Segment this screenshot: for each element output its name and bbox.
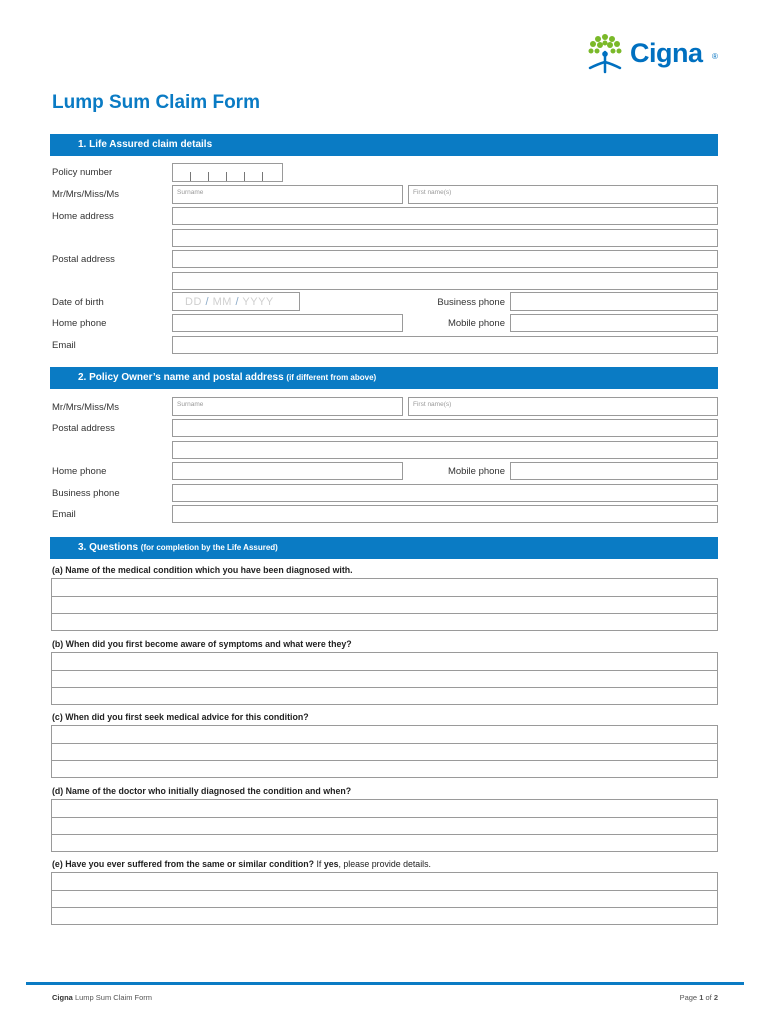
section-2-heading: 2. Policy Owner’s name and postal address — [78, 372, 284, 383]
postal-address-line-2[interactable] — [172, 272, 718, 290]
section-1-title: 1. Life Assured claim details — [78, 139, 213, 150]
answer-e[interactable] — [51, 872, 718, 925]
owner-mobile-phone-input[interactable] — [510, 462, 718, 480]
page-title: Lump Sum Claim Form — [52, 92, 260, 113]
dob-dd: DD — [185, 296, 202, 308]
brand-name: Cigna — [630, 38, 703, 68]
title-label: Mr/Mrs/Miss/Ms — [52, 189, 120, 200]
email-input[interactable] — [172, 336, 718, 354]
email-label: Email — [52, 340, 76, 351]
policy-number-input[interactable] — [172, 163, 283, 182]
owner-email-label: Email — [52, 509, 76, 520]
home-address-line-2[interactable] — [172, 229, 718, 247]
page-of: of — [705, 993, 712, 1002]
question-e — [52, 859, 431, 869]
first-name-placeholder: First name(s) — [413, 189, 452, 196]
question-e-rest: , please provide details. — [338, 859, 431, 869]
business-phone-label: Business phone — [437, 297, 505, 308]
question-d: (d) Name of the doctor who initially diagnosed the condition and when? — [52, 786, 352, 796]
postal-address-label: Postal address — [52, 254, 115, 265]
home-phone-input[interactable] — [172, 314, 403, 332]
section-3-header — [50, 537, 718, 559]
footer-brand: Cigna — [52, 993, 73, 1002]
section-3-note: (for completion by the Life Assured) — [140, 543, 278, 552]
section-2-note: (if different from above) — [286, 373, 377, 382]
owner-home-phone-label: Home phone — [52, 466, 107, 477]
owner-business-phone-input[interactable] — [172, 484, 718, 502]
dob-yyyy: YYYY — [242, 296, 274, 308]
home-address-label: Home address — [52, 211, 114, 222]
owner-surname-input[interactable] — [172, 397, 403, 416]
cigna-logo — [584, 32, 724, 78]
dob-separator: / — [205, 296, 210, 308]
dob-mm: MM — [212, 296, 232, 308]
policy-number-label: Policy number — [52, 167, 113, 178]
trademark: ® — [712, 52, 718, 61]
section-2-title — [78, 372, 376, 383]
owner-mobile-phone-label: Mobile phone — [447, 466, 505, 477]
owner-email-input[interactable] — [172, 505, 718, 523]
owner-postal-address-line-2[interactable] — [172, 441, 718, 459]
footer-left — [52, 993, 152, 1002]
section-2-header — [50, 367, 718, 389]
page-word: Page — [679, 993, 698, 1002]
answer-a[interactable] — [51, 578, 718, 631]
business-phone-input[interactable] — [510, 292, 718, 311]
answer-d[interactable] — [51, 799, 718, 852]
question-a: (a) Name of the medical condition which you have been diagnosed with. — [52, 565, 353, 575]
question-b: (b) When did you first become aware of symptoms and what were they? — [52, 639, 352, 649]
owner-title-label: Mr/Mrs/Miss/Ms — [52, 402, 120, 413]
section-1-header — [50, 134, 718, 156]
mobile-phone-label: Mobile phone — [447, 318, 505, 329]
dob-placeholder — [185, 296, 274, 308]
owner-home-phone-input[interactable] — [172, 462, 403, 480]
surname-input[interactable] — [172, 185, 403, 204]
mobile-phone-input[interactable] — [510, 314, 718, 332]
owner-postal-address-label: Postal address — [52, 423, 115, 434]
page-indicator — [640, 993, 718, 1002]
home-phone-label: Home phone — [52, 318, 107, 329]
page-current: 1 — [699, 993, 704, 1002]
footer-doc-name: Lump Sum Claim Form — [74, 993, 153, 1002]
home-address-line-1[interactable] — [172, 207, 718, 225]
owner-first-name-placeholder: First name(s) — [413, 401, 452, 408]
section-3-title — [78, 542, 278, 553]
question-e-if: If — [316, 859, 322, 869]
page-total: 2 — [713, 993, 718, 1002]
owner-surname-placeholder: Surname — [177, 401, 204, 408]
owner-business-phone-label: Business phone — [52, 488, 120, 499]
question-c: (c) When did you first seek medical advice for this condition? — [52, 712, 309, 722]
answer-c[interactable] — [51, 725, 718, 778]
surname-placeholder: Surname — [177, 189, 204, 196]
tree-of-life-icon — [584, 32, 626, 78]
footer-rule — [26, 982, 744, 985]
owner-postal-address-line-1[interactable] — [172, 419, 718, 437]
question-e-text: (e) Have you ever suffered from the same or similar condition? — [52, 859, 315, 869]
question-e-yes: yes — [323, 859, 339, 869]
dob-separator: / — [235, 296, 240, 308]
first-name-input[interactable] — [408, 185, 718, 204]
dob-label: Date of birth — [52, 297, 104, 308]
owner-first-name-input[interactable] — [408, 397, 718, 416]
postal-address-line-1[interactable] — [172, 250, 718, 268]
answer-b[interactable] — [51, 652, 718, 705]
section-3-heading: 3. Questions — [78, 542, 139, 553]
dob-input[interactable] — [172, 292, 300, 311]
